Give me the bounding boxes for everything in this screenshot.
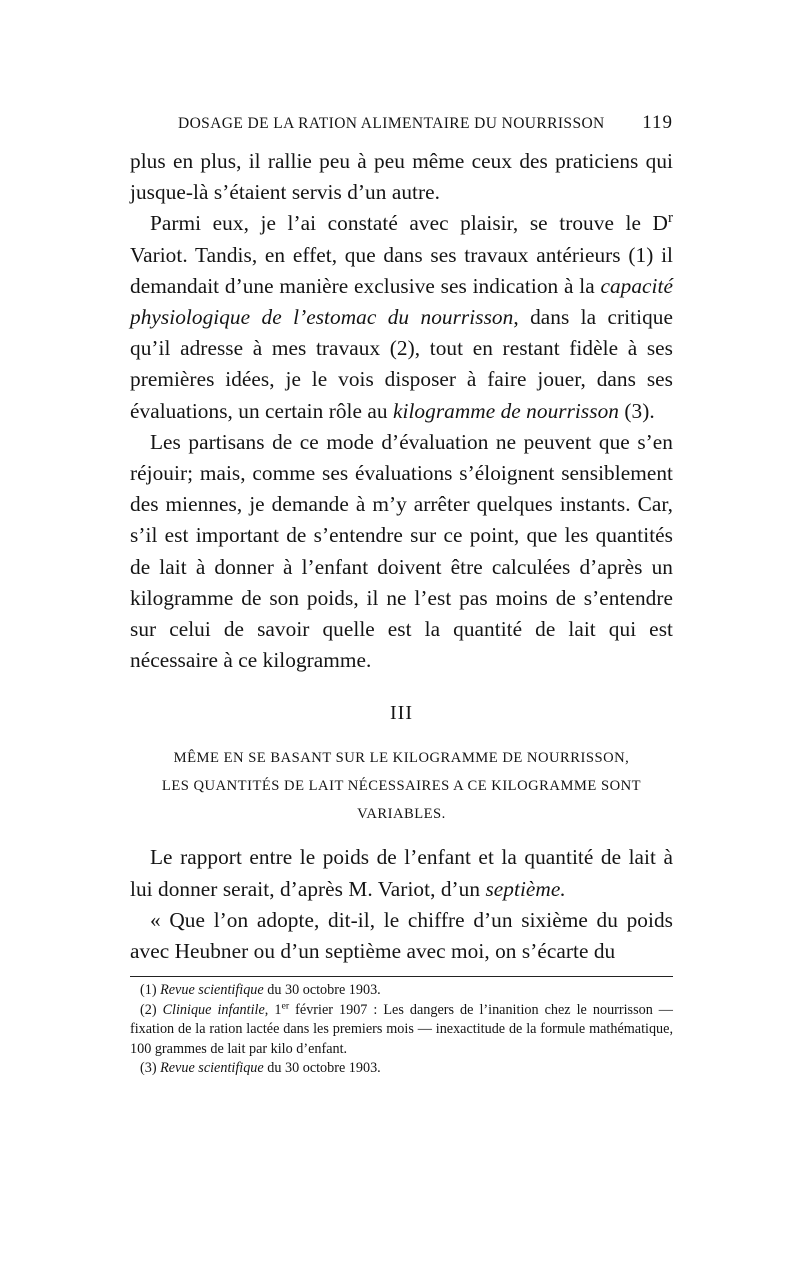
section-title-line-3: VARIABLES. (357, 806, 446, 823)
p2-superscript: r (667, 210, 673, 227)
running-head (178, 112, 673, 138)
p2-part-a: Parmi eux, je l’ai constaté avec plaisir, se trouve le D (150, 211, 668, 236)
section-title-line-2: LES QUANTITÉS DE LAIT NÉCESSAIRES A CE KILOGRAMME SONT (161, 778, 642, 795)
section-number: III (390, 702, 413, 725)
p2-part-b: Variot. Tandis, en effet, que dans ses travaux antérieurs (1) il demandait d’une manière exclusive ses indication à la (130, 242, 673, 298)
footnote-1 (130, 981, 673, 1001)
fn3-text: du 30 octobre 1903. (263, 1060, 381, 1077)
footnote-3 (130, 1059, 673, 1079)
paragraph-3: Les partisans de ce mode d’évaluation ne peuvent que s’en réjouir; mais, comme ses évaluations s’éloignent sensiblement des miennes, je demande à m’y arrêter quelques instants. Car, s’il est important de s’entendre sur ce point, que les quantités de lait à donner à l’enfant doivent être calculées d’après un kilogramme de son poids, il ne l’est pas moins de s’entendre sur celui de savoir quelle est la quantité de lait qui est nécessaire à ce kilogramme. (130, 429, 673, 673)
footnotes (130, 981, 673, 1079)
fn1-title: Revue scientifique (160, 982, 264, 999)
footnote-rule (130, 976, 673, 977)
p2-part-c: , dans la critique qu’il adresse à mes travaux (2), tout en restant fidèle à ses premières idées, je le vois disposer à faire jouer, dans ses évaluations, un certain rôle au (130, 305, 673, 423)
p2-part-d: (3). (618, 398, 655, 423)
page-number: 119 (642, 112, 673, 133)
fn2-mark: (2) (140, 1001, 163, 1018)
fn2-text-b: février 1907 : Les dangers de l’inanition chez le nourrisson — fixation de la ration lactée dans les premiers mois — inexactitude de la formule mathématique, 100 grammes de lait par kilo d’enfant. (130, 1001, 673, 1057)
fn3-mark: (3) (140, 1060, 161, 1077)
p2-emphasis-capacite: capacité physiologique de l’estomac du nourrisson (130, 273, 673, 330)
paragraph-2 (130, 208, 673, 426)
p4-emphasis: septième. (485, 876, 566, 901)
body-text-2 (130, 842, 673, 967)
fn1-text: du 30 octobre 1903. (263, 982, 381, 999)
p4-text: Le rapport entre le poids de l’enfant et la quantité de lait à lui donner serait, d’après M. Variot, d’un (130, 845, 673, 901)
fn3-title: Revue scientifique (160, 1060, 264, 1077)
fn1-mark: (1) (140, 982, 161, 999)
footnote-2 (130, 1001, 673, 1060)
section-title-line-1: MÊME EN SE BASANT SUR LE KILOGRAMME DE NOURRISSON, (173, 750, 630, 767)
p2-emphasis-kilogramme: kilogramme de nourrisson (392, 398, 619, 423)
paragraph-5: « Que l’on adopte, dit-il, le chiffre d’un sixième du poids avec Heubner ou d’un septième avec moi, on s’écarte du (130, 907, 673, 964)
fn2-text-a: , 1 (264, 1001, 282, 1018)
paragraph-4 (130, 842, 673, 904)
running-title: DOSAGE DE LA RATION ALIMENTAIRE DU NOURRISSON (178, 115, 605, 132)
fn2-title: Clinique infantile (162, 1001, 265, 1018)
body-text (130, 146, 673, 676)
fn2-superscript: er (281, 1000, 290, 1012)
paragraph-1: plus en plus, il rallie peu à peu même ceux des praticiens qui jusque-là s’étaient servis d’un autre. (130, 149, 673, 205)
section-title (130, 744, 673, 828)
